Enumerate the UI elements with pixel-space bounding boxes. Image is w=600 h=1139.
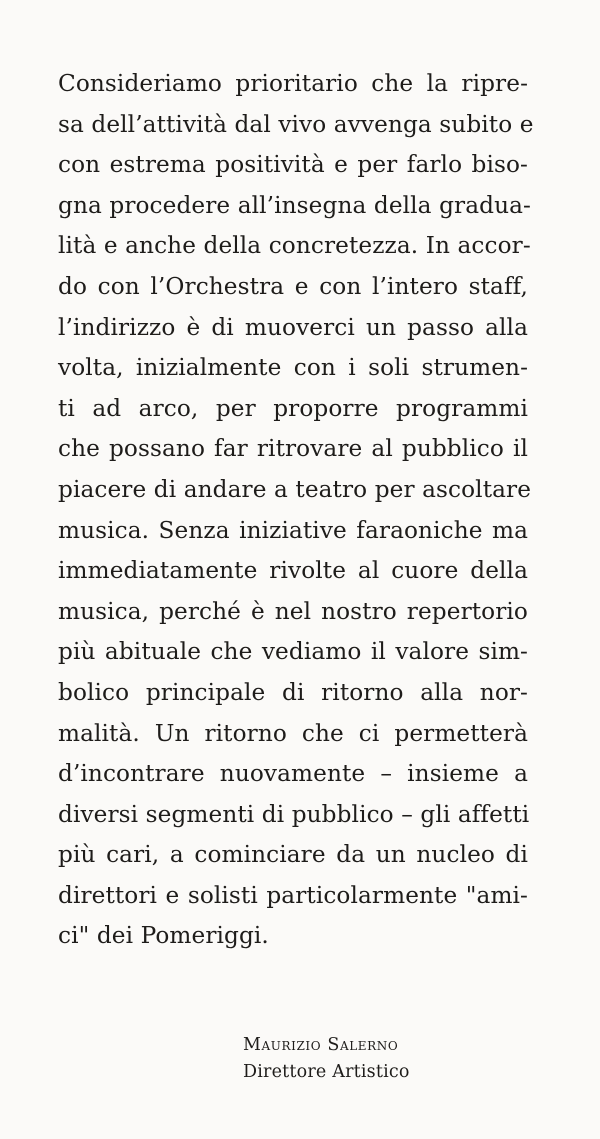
text-line: diversi segmenti di pubblico – gli affetti [58, 800, 530, 828]
text-line: più cari, a cominciare da un nucleo di [58, 841, 528, 869]
text-line: più abituale che vediamo il valore sim- [58, 638, 528, 666]
text-line: immediatamente rivolte al cuore della [58, 557, 528, 585]
text-line: volta, inizialmente con i soli strumen- [58, 354, 528, 382]
text-line: Consideriamo prioritario che la ripre- [58, 70, 528, 97]
text-line: do con l’Orchestra e con l’intero staff, [58, 272, 528, 300]
author-role: Direttore Artistico [243, 1062, 410, 1082]
text-line: ti ad arco, per proporre programmi [58, 394, 528, 422]
text-line: malità. Un ritorno che ci permetterà [58, 719, 528, 747]
text-line: musica, perché è nel nostro repertorio [58, 597, 528, 625]
text-line: piacere di andare a teatro per ascoltare [58, 475, 532, 503]
text-line: direttori e solisti particolarmente "ami- [58, 881, 528, 909]
text-line: sa dell’attività dal vivo avvenga subito e [58, 110, 534, 138]
text-line: musica. Senza iniziative faraoniche ma [58, 516, 528, 544]
text-line: d’incontrare nuovamente – insieme a [58, 760, 528, 788]
text-line: che possano far ritrovare al pubblico il [58, 435, 528, 463]
text-line: bolico principale di ritorno alla nor- [58, 678, 528, 706]
text-line: gna procedere all’insegna della gradua- [58, 191, 531, 219]
author-name: Maurizio Salerno [243, 1035, 399, 1055]
text-line-last: ci" dei Pomeriggi. [58, 922, 269, 950]
text-line: l’indirizzo è di muoverci un passo alla [58, 313, 528, 341]
signature-block [243, 1032, 503, 1086]
text-line: lità e anche della concretezza. In accor- [58, 232, 531, 260]
body-paragraph [58, 64, 534, 957]
text-line: con estrema positività e per farlo biso- [58, 151, 528, 179]
